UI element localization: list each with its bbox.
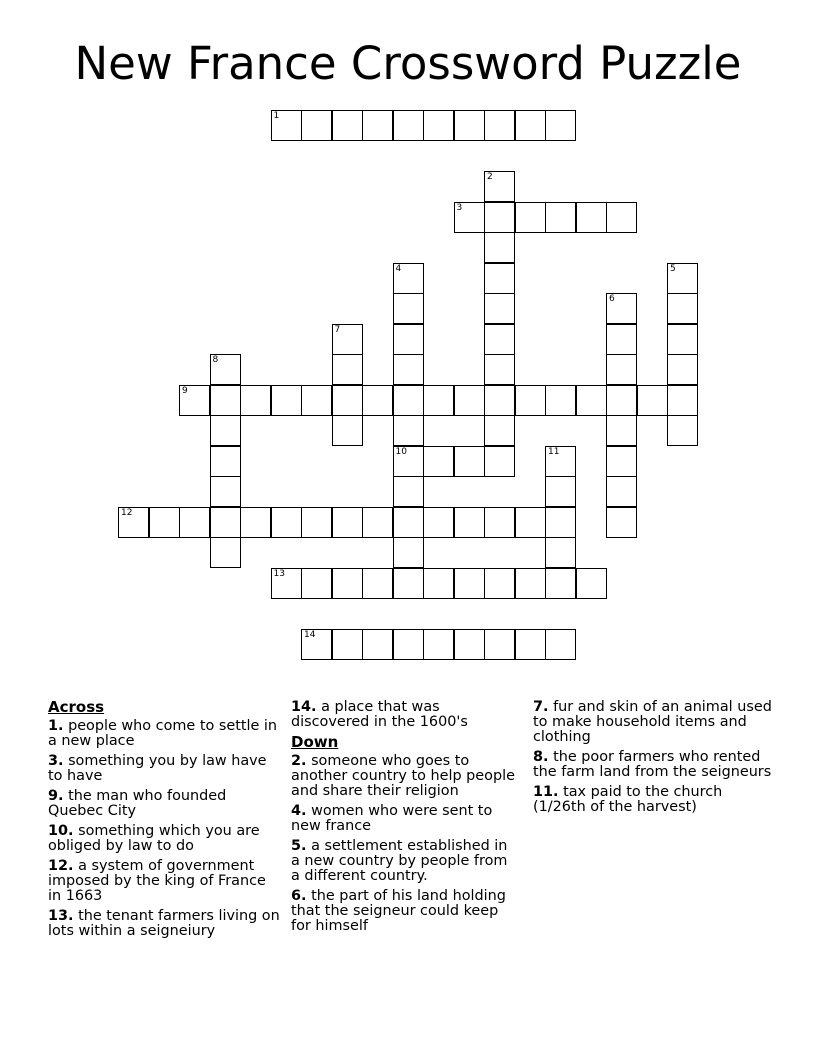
grid-cell[interactable]: [515, 110, 546, 141]
grid-cell[interactable]: [179, 507, 210, 538]
grid-cell[interactable]: [393, 385, 424, 416]
grid-cell[interactable]: [301, 385, 332, 416]
grid-cell[interactable]: [332, 415, 363, 446]
cell-number: 9: [182, 385, 188, 396]
clue-down-5: 5. a settlement established in a new country by people from a different country.: [291, 838, 508, 884]
grid-cell[interactable]: [149, 507, 180, 538]
grid-cell[interactable]: [606, 385, 637, 416]
clue-across-10: 10. something which you are obliged by law to do: [48, 823, 260, 854]
grid-cell[interactable]: [423, 629, 454, 660]
grid-cell[interactable]: [423, 385, 454, 416]
cell-number: 7: [334, 324, 341, 335]
clue-across-9: 9. the man who founded Quebec City: [48, 788, 227, 819]
grid-cell[interactable]: [484, 110, 515, 141]
grid-cell[interactable]: [362, 568, 393, 599]
grid-cell[interactable]: [362, 110, 393, 141]
grid-cell[interactable]: [210, 446, 241, 477]
grid-cell[interactable]: [393, 293, 424, 324]
grid-cell[interactable]: [454, 110, 485, 141]
grid-cell[interactable]: [667, 415, 698, 446]
grid-cell[interactable]: [606, 507, 637, 538]
grid-cell[interactable]: [240, 385, 271, 416]
grid-cell[interactable]: [667, 263, 698, 294]
cell-number: 12: [121, 507, 133, 518]
grid-cell[interactable]: [118, 507, 149, 538]
grid-cell[interactable]: [515, 202, 546, 233]
cell-number: 10: [395, 446, 407, 457]
grid-cell[interactable]: [545, 537, 576, 568]
grid-cell[interactable]: [240, 507, 271, 538]
grid-cell[interactable]: [545, 110, 576, 141]
grid-cell[interactable]: [301, 629, 332, 660]
grid-cell[interactable]: [362, 507, 393, 538]
grid-cell[interactable]: [393, 324, 424, 355]
grid-cell[interactable]: [393, 110, 424, 141]
grid-cell[interactable]: [667, 293, 698, 324]
grid-cell[interactable]: [271, 385, 302, 416]
grid-cell[interactable]: [393, 568, 424, 599]
cell-number: 4: [395, 263, 402, 274]
grid-cell[interactable]: [637, 385, 668, 416]
grid-cell[interactable]: [484, 263, 515, 294]
grid-cell[interactable]: [454, 629, 485, 660]
down-heading: Down: [291, 733, 339, 751]
cell-number: 13: [273, 568, 285, 579]
grid-cell[interactable]: [484, 232, 515, 263]
grid-cell[interactable]: [667, 324, 698, 355]
grid-cell[interactable]: [332, 324, 363, 355]
grid-cell[interactable]: [545, 446, 576, 477]
grid-cell[interactable]: [484, 293, 515, 324]
grid-cell[interactable]: [210, 507, 241, 538]
grid-cell[interactable]: [393, 415, 424, 446]
cell-number: 6: [609, 294, 615, 304]
grid-cell[interactable]: [393, 263, 424, 294]
grid-cell[interactable]: [332, 507, 363, 538]
grid-cell[interactable]: [606, 202, 637, 233]
grid-cell[interactable]: [484, 446, 515, 477]
grid-cell[interactable]: [484, 324, 515, 355]
cell-number: 5: [670, 263, 676, 274]
grid-cell[interactable]: [484, 415, 515, 446]
clue-down-4: 4. women who were sent to new france: [291, 803, 493, 834]
grid-cell[interactable]: [210, 476, 241, 507]
grid-cell[interactable]: [393, 446, 424, 477]
grid-cell[interactable]: [210, 354, 241, 385]
clue-column-2: [291, 700, 517, 939]
grid-cell[interactable]: [423, 110, 454, 141]
grid-cell[interactable]: [667, 385, 698, 416]
grid-cell[interactable]: [301, 507, 332, 538]
grid-cell[interactable]: [606, 324, 637, 355]
grid-cell[interactable]: [423, 446, 454, 477]
grid-cell[interactable]: [393, 354, 424, 385]
grid-cell[interactable]: [210, 385, 241, 416]
grid-cell[interactable]: [179, 385, 210, 416]
grid-cell[interactable]: [423, 507, 454, 538]
grid-cell[interactable]: [423, 568, 454, 599]
grid-cell[interactable]: [271, 110, 302, 141]
across-heading: Across: [48, 698, 105, 716]
grid-cell[interactable]: [576, 568, 607, 599]
grid-cell[interactable]: [484, 629, 515, 660]
grid-cell[interactable]: [301, 110, 332, 141]
clue-across-14: 14. a place that was discovered in the 1600's: [291, 699, 468, 730]
grid-cell[interactable]: [393, 476, 424, 507]
grid-cell[interactable]: [393, 537, 424, 568]
grid-cell[interactable]: [606, 476, 637, 507]
clue-across-3: 3. something you by law have to have: [48, 753, 267, 784]
grid-cell[interactable]: [332, 568, 363, 599]
grid-cell[interactable]: [576, 385, 607, 416]
cell-number: 2: [487, 172, 493, 182]
grid-cell[interactable]: [393, 629, 424, 660]
grid-cell[interactable]: [484, 354, 515, 385]
grid-cell[interactable]: [393, 507, 424, 538]
grid-cell[interactable]: [271, 568, 302, 599]
grid-cell[interactable]: [332, 110, 363, 141]
grid-cell[interactable]: [362, 629, 393, 660]
clue-column-3: [533, 700, 773, 820]
grid-cell[interactable]: [362, 385, 393, 416]
grid-cell[interactable]: [545, 476, 576, 507]
clue-column-1: [48, 700, 280, 944]
grid-cell[interactable]: [545, 629, 576, 660]
grid-cell[interactable]: [484, 202, 515, 233]
grid-cell[interactable]: [545, 385, 576, 416]
cell-number: 14: [304, 629, 316, 640]
grid-cell[interactable]: [545, 202, 576, 233]
grid-cell[interactable]: [606, 415, 637, 446]
clue-down-8: 8. the poor farmers who rented the farm land from the seigneurs: [533, 749, 772, 780]
grid-cell[interactable]: [454, 202, 485, 233]
grid-cell[interactable]: [667, 354, 698, 385]
grid-cell[interactable]: [515, 629, 546, 660]
grid-cell[interactable]: [210, 537, 241, 568]
cell-number: 11: [548, 446, 560, 457]
cell-number: 3: [456, 202, 463, 213]
grid-cell[interactable]: [271, 507, 302, 538]
grid-cell[interactable]: [606, 293, 637, 324]
grid-cell[interactable]: [332, 629, 363, 660]
grid-cell[interactable]: [515, 507, 546, 538]
page-title: New France Crossword Puzzle: [74, 37, 742, 90]
grid-cell[interactable]: [606, 446, 637, 477]
grid-cell[interactable]: [454, 385, 485, 416]
grid-cell[interactable]: [454, 446, 485, 477]
grid-cell[interactable]: [484, 171, 515, 202]
grid-cell[interactable]: [484, 507, 515, 538]
grid-cell[interactable]: [484, 385, 515, 416]
clue-across-13: 13. the tenant farmers living on lots within a seigneiury: [48, 908, 280, 939]
grid-cell[interactable]: [454, 568, 485, 599]
grid-cell[interactable]: [545, 507, 576, 538]
clue-down-7: 7. fur and skin of an animal used to make household items and clothing: [533, 699, 772, 745]
clue-down-2: 2. someone who goes to another country to help people and share their religion: [291, 753, 515, 799]
clue-down-11: 11. tax paid to the church (1/26th of the harvest): [533, 784, 723, 815]
grid-cell[interactable]: [454, 507, 485, 538]
grid-cell[interactable]: [332, 354, 363, 385]
cell-number: 1: [273, 111, 280, 121]
grid-cell[interactable]: [210, 415, 241, 446]
grid-cell[interactable]: [576, 202, 607, 233]
grid-cell[interactable]: [301, 568, 332, 599]
grid-cell[interactable]: [606, 354, 637, 385]
grid-cell[interactable]: [515, 568, 546, 599]
clue-across-12: 12. a system of government imposed by the king of France in 1663: [48, 858, 266, 904]
clue-down-6: 6. the part of his land holding that the seigneur could keep for himself: [291, 888, 506, 934]
grid-cell[interactable]: [484, 568, 515, 599]
cell-number: 8: [212, 355, 219, 365]
grid-cell[interactable]: [332, 385, 363, 416]
grid-cell[interactable]: [515, 385, 546, 416]
clue-across-1: 1. people who come to settle in a new place: [48, 718, 278, 749]
grid-cell[interactable]: [545, 568, 576, 599]
